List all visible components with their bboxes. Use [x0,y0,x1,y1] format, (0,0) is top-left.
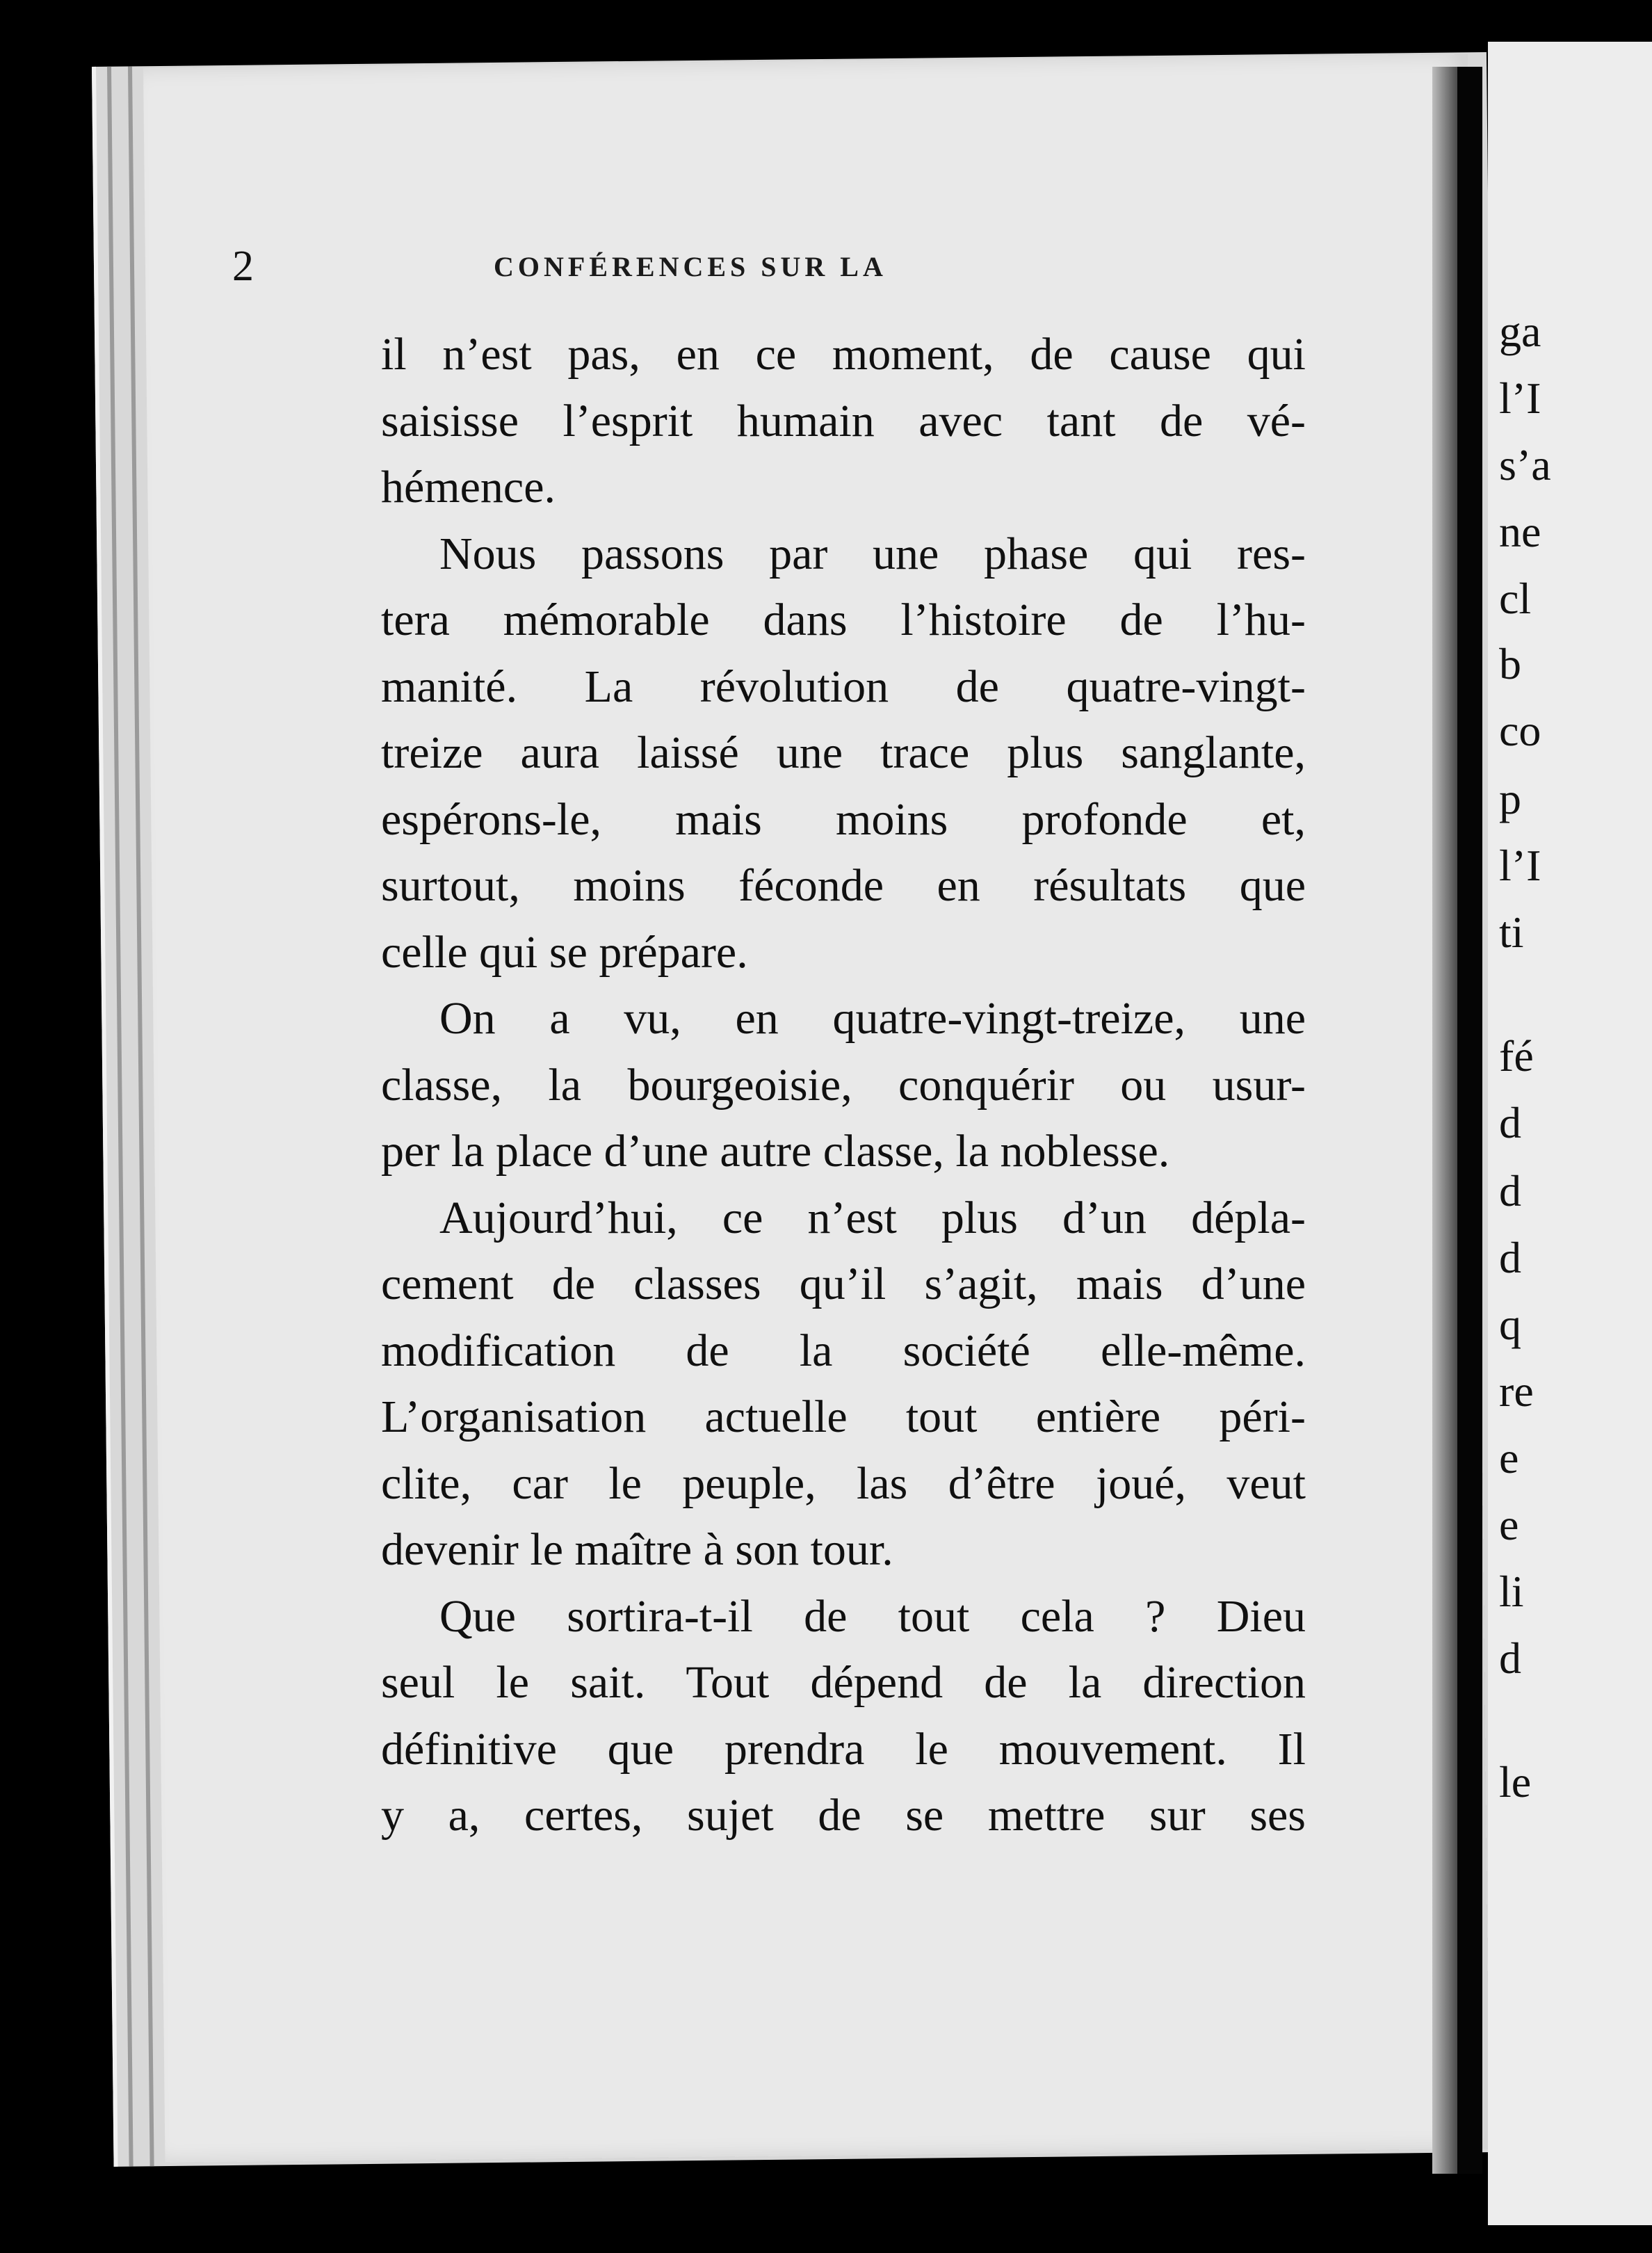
text-line: per la place d’une autre classe, la noblesse. [381,1126,1170,1177]
text-line: Que sortira-t-il de tout cela ? Dieu [439,1590,1306,1642]
text-line: L’organisation actuelle tout entière péri- [381,1391,1306,1442]
text-line: clite, car le peuple, las d’être joué, veut [381,1457,1306,1509]
right-page-line-fragment: d [1499,1098,1521,1147]
right-page-line-fragment: li [1499,1567,1524,1616]
right-page-line-fragment: ne [1499,507,1541,556]
right-page-line-fragment: fé [1499,1031,1534,1081]
text-line: tera mémorable dans l’histoire de l’hu- [381,595,1306,645]
right-page-line-fragment: s’a [1499,440,1551,490]
text-line: On a vu, en quatre-vingt-treize, une [439,993,1306,1044]
right-page-line-fragment: l’I [1499,841,1541,890]
text-line: y a, certes, sujet de se mettre sur ses [381,1790,1306,1841]
page-header [232,242,1317,298]
text-line: surtout, moins féconde en résultats que [381,860,1306,911]
text-line: définitive que prendra le mouvement. Il [381,1723,1306,1775]
right-page-line-fragment: q [1499,1300,1521,1349]
text-line: Nous passons par une phase qui res- [439,528,1306,579]
right-page-line-fragment: p [1499,774,1521,823]
right-page-line-fragment: b [1499,639,1521,688]
right-page-line-fragment: d [1499,1166,1521,1216]
left-page-body [381,321,1306,1849]
gutter [1457,67,1482,2174]
text-line: manité. La révolution de quatre-vingt- [381,661,1306,712]
text-line: Aujourd’hui, ce n’est plus d’un dépla- [439,1192,1306,1243]
running-head: CONFÉRENCES SUR LA [494,251,887,282]
right-page-line-fragment: ti [1499,907,1524,957]
right-page-line-fragment: co [1499,706,1541,755]
text-line: modification de la société elle-même. [381,1325,1306,1376]
right-page-line-fragment: re [1499,1366,1534,1416]
text-line: classe, la bourgeoisie, conquérir ou usur- [381,1059,1306,1111]
text-line: hémence. [381,462,556,512]
right-page-line-fragment: l’I [1499,373,1541,423]
right-page-line-fragment: e [1499,1433,1519,1483]
right-page-line-fragment: ga [1499,307,1541,356]
text-line: treize aura laissé une trace plus sanglante, [381,727,1306,778]
right-page-line-fragment: le [1499,1757,1532,1807]
text-line: il n’est pas, en ce moment, de cause qui [381,329,1306,380]
text-line: cement de classes qu’il s’agit, mais d’une [381,1259,1306,1309]
right-page-line-fragment: e [1499,1500,1519,1549]
text-line: seul le sait. Tout dépend de la direction [381,1657,1306,1708]
text-line: celle qui se prépare. [381,926,748,978]
right-page-line-fragment: d [1499,1233,1521,1282]
text-line: saisisse l’esprit humain avec tant de vé- [381,395,1306,446]
right-page-line-fragment: cl [1499,574,1532,623]
right-page-line-fragment: d [1499,1633,1521,1683]
page-number: 2 [232,243,254,290]
text-line: devenir le maître à son tour. [381,1524,893,1575]
text-line: espérons-le, mais moins profonde et, [381,793,1306,845]
